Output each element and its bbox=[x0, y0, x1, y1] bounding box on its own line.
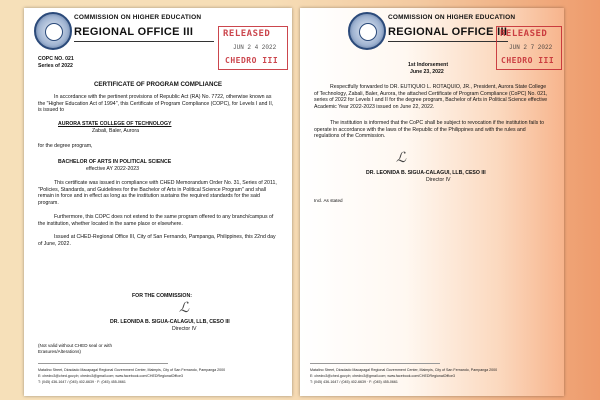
signatory-title: Director IV bbox=[426, 177, 451, 183]
ched-seal-logo bbox=[34, 12, 72, 50]
indorsement-date: June 23, 2022 bbox=[410, 69, 444, 75]
header-rule bbox=[388, 41, 508, 42]
office-name: REGIONAL OFFICE III bbox=[388, 26, 508, 38]
certificate-para-1: In accordance with the pertinent provisions of Republic Act (RA) No. 7722, otherwise known as the "Higher Education Act of 1994", this Certificate of Program Compliance (COPC), for Levels I and II, is issued to bbox=[38, 94, 274, 114]
for-the-commission: FOR THE COMMISSION: bbox=[132, 293, 192, 299]
footer-address: Matalino Street, Diosdado Macapagal Regional Government Center, Maimpis, City of San Fernando, Pampanga 2000 bbox=[38, 368, 226, 372]
program-effectivity: effective AY 2022-2023 bbox=[86, 166, 140, 172]
program-name: BACHELOR OF ARTS IN POLITICAL SCIENCE bbox=[58, 159, 172, 165]
copc-number: COPC NO. 021 bbox=[38, 56, 74, 62]
indorsement-para-2: The institution is informed that the CoPC shall be subject to revocation if the institution fails to operate in accordance with the laws of the Republic of the Philippines and with the rules and regulations of the Commission. bbox=[314, 120, 544, 140]
ched-seal-logo bbox=[348, 12, 386, 50]
certificate-para-3: Furthermore, this COPC does not extend to the same program offered to any branch/campus of the institution, whether located in the same place or elsewhere. bbox=[38, 214, 274, 227]
footer-email: E: chedro3@ched.gov.ph; chedro3@gmail.com; www.facebook.com/CHEDRegionalOffice3 bbox=[310, 374, 455, 378]
footer-address: Matalino Street, Diosdado Macapagal Regional Government Center, Maimpis, City of San Fernando, Pampanga 2000 bbox=[310, 368, 498, 372]
office-name: REGIONAL OFFICE III bbox=[74, 26, 194, 38]
indorsement-para-1: Respectfully forwarded to DR. EUTIQUIO L. ROTAQUIO, JR., President, Aurora State College of Technology, Zabali, Baler, Aurora, the attached Certificate of Program Compliance (CoPC) No. 021, series of 2022 for Levels I and II for the degree program, Bachelor of Arts in Political Science effective Academic Year 2022-2023 issued on June 22, 2022. bbox=[314, 84, 548, 110]
not-valid-note: (Not valid without CHED seal or with Erasures/Alterations) bbox=[38, 343, 113, 354]
institution-address: Zabali, Baler, Aurora bbox=[92, 128, 140, 134]
indorsement-label: 1st Indorsement bbox=[408, 62, 449, 68]
released-stamp: RELEASED JUN 2 4 2022 CHEDRO III bbox=[218, 26, 288, 70]
certificate-para-4: Issued at CHED-Regional Office III, City of San Fernando, Pampanga, Philippines, this 22nd day of June, 2022. bbox=[38, 234, 276, 247]
degree-intro: for the degree program, bbox=[38, 143, 93, 149]
inclusion-note: Incl. As stated bbox=[314, 198, 343, 203]
signature-image: ℒ bbox=[396, 150, 407, 166]
footer-rule bbox=[310, 363, 440, 364]
institution-name: AURORA STATE COLLEGE OF TECHNOLOGY bbox=[58, 121, 172, 127]
agency-name: COMMISSION ON HIGHER EDUCATION bbox=[74, 14, 202, 21]
released-stamp: RELEASED JUN 2 7 2022 CHEDRO III bbox=[496, 26, 562, 70]
certificate-para-2: This certificate was issued in compliance with CHED Memorandum Order No. 31, Series of 2011, "Policies, Standards, and Guidelines for the Bachelor of Arts in Political Science Program" and shall remain in force and in effect as long as the institution sustains the required standards for the said program. bbox=[38, 180, 277, 206]
certificate-page bbox=[24, 8, 292, 396]
signatory-name: DR. LEONIDA B. SIGUA-CALAGUI, LLB, CESO III bbox=[110, 319, 230, 325]
footer-phone: T: (045) 436-1647 / (045) 402-6639 · F: (045) 455-0661 bbox=[310, 380, 398, 384]
agency-name: COMMISSION ON HIGHER EDUCATION bbox=[388, 14, 516, 21]
indorsement-page bbox=[300, 8, 564, 396]
copc-series: Series of 2022 bbox=[38, 63, 73, 69]
footer-rule bbox=[38, 363, 168, 364]
header-rule bbox=[74, 41, 214, 42]
footer-phone: T: (045) 436-1647 / (045) 402-6639 · F: (045) 455-0661 bbox=[38, 380, 126, 384]
signatory-name: DR. LEONIDA B. SIGUA-CALAGUI, LLB, CESO III bbox=[366, 170, 486, 176]
signatory-title: Director IV bbox=[172, 326, 197, 332]
certificate-heading: CERTIFICATE OF PROGRAM COMPLIANCE bbox=[93, 81, 223, 88]
signature-image: ℒ bbox=[179, 300, 190, 316]
footer-email: E: chedro3@ched.gov.ph; chedro3@gmail.com; www.facebook.com/CHEDRegionalOffice3 bbox=[38, 374, 183, 378]
